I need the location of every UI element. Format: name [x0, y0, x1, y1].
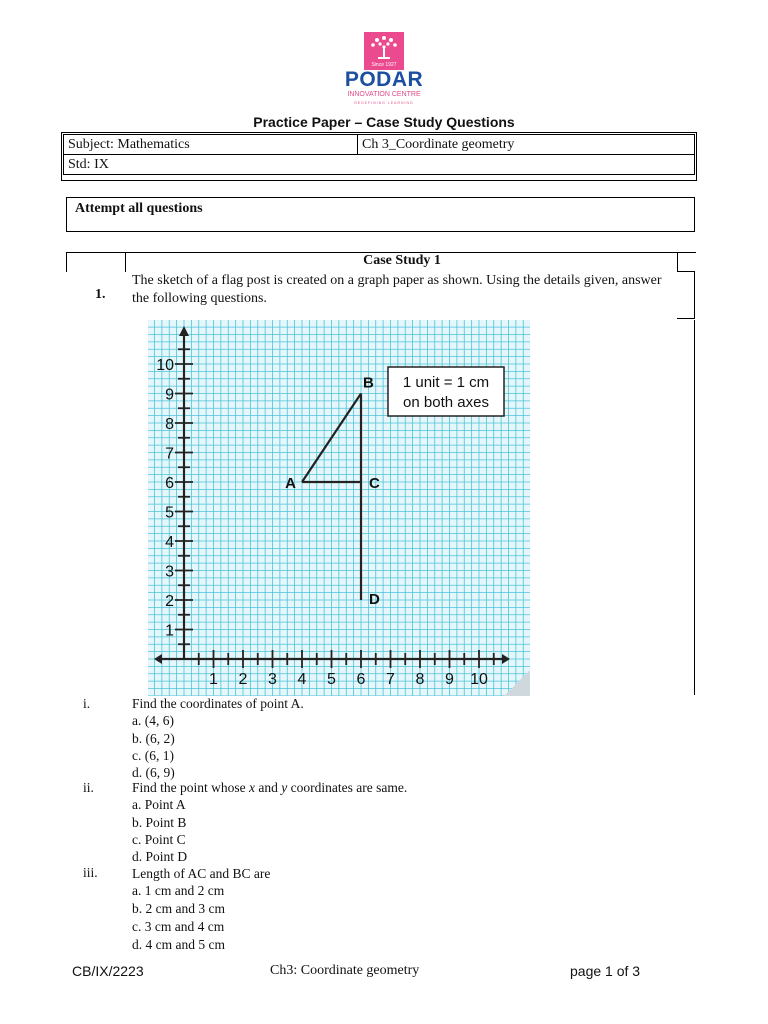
x-tick-label: 10	[470, 671, 488, 688]
footer-page: page 1 of 3	[570, 963, 641, 979]
x-tick-label: 7	[386, 671, 395, 688]
subject-cell: Subject: Mathematics	[64, 135, 358, 155]
q3-option-b: b. 2 cm and 3 cm	[132, 901, 225, 916]
q2-text-pre: Find the point whose	[132, 780, 249, 795]
q3-option-a: a. 1 cm and 2 cm	[132, 883, 225, 898]
x-tick-label: 4	[297, 671, 307, 688]
x-tick-label: 1	[209, 671, 218, 688]
y-tick-label: 4	[165, 534, 174, 551]
y-tick-label: 1	[165, 622, 174, 640]
y-tick-label: 7	[165, 445, 174, 463]
logo-tagline: REDEFINING LEARNING	[354, 101, 414, 105]
q2-text	[132, 780, 407, 796]
frame-right-edge	[694, 271, 695, 319]
q1-option-b: b. (6, 2)	[132, 731, 175, 746]
legend-line-2: on both axes	[403, 394, 489, 411]
q2-option-a: a. Point A	[132, 797, 186, 812]
q2-text-mid: and	[255, 780, 282, 795]
std-cell: Std: IX	[64, 155, 695, 175]
graph-legend	[388, 367, 504, 416]
x-tick-label: 5	[327, 671, 336, 688]
frame-right-edge-lower	[694, 320, 695, 695]
q1-option-d: d. (6, 9)	[132, 765, 175, 780]
q2-option-d: d. Point D	[132, 849, 188, 864]
logo-name: PODAR	[344, 68, 424, 91]
tree-icon	[364, 32, 404, 62]
logo-subtitle: INNOVATION CENTRE	[347, 91, 421, 98]
case-study-title: Case Study 1	[363, 253, 441, 268]
page-title: Practice Paper – Case Study Questions	[253, 114, 515, 130]
point-label-c: C	[369, 475, 380, 492]
point-label-a: A	[285, 475, 296, 492]
x-tick-label: 9	[445, 671, 454, 688]
case-study-text: The sketch of a flag post is created on a graph paper as shown. Using the details given, answer the following questions.	[132, 273, 662, 306]
q2-option-c: c. Point C	[132, 832, 186, 847]
frame-right-tick-1	[677, 271, 695, 272]
y-tick-label: 10	[156, 357, 174, 374]
y-tick-label: 6	[165, 475, 174, 492]
x-tick-label: 6	[356, 671, 366, 688]
flag-post-graph	[148, 320, 530, 701]
q1-option-a: a. (4, 6)	[132, 713, 174, 728]
x-tick-label: 2	[238, 671, 248, 688]
point-label-b: B	[363, 374, 374, 392]
chapter-cell: Ch 3_Coordinate geometry	[358, 135, 695, 155]
q2-option-b: b. Point B	[132, 815, 187, 830]
q3-text: Length of AC and BC are	[132, 866, 271, 881]
q1-label: i.	[83, 696, 91, 711]
q1-text: Find the coordinates of point A.	[132, 696, 304, 711]
q3-label: iii.	[83, 865, 98, 880]
instruction-box: Attempt all questions	[66, 197, 695, 232]
q1-option-c: c. (6, 1)	[132, 748, 174, 763]
x-tick-label: 8	[415, 671, 425, 688]
q2-text-post: coordinates are same.	[287, 780, 408, 795]
y-tick-label: 8	[165, 416, 174, 433]
footer-code: CB/IX/2223	[72, 963, 144, 979]
point-label-d: D	[369, 591, 380, 608]
frame-left-line	[66, 252, 67, 272]
question-number: 1.	[95, 287, 106, 302]
legend-line-1: 1 unit = 1 cm	[402, 374, 490, 391]
q2-text-x: x	[249, 780, 255, 795]
y-tick-label: 3	[165, 563, 174, 581]
q3-option-d: d. 4 cm and 5 cm	[132, 937, 225, 952]
y-tick-label: 9	[165, 386, 174, 404]
info-table	[63, 134, 695, 175]
y-tick-label: 5	[165, 504, 174, 522]
frame-right-tick-2	[677, 318, 695, 319]
y-tick-label: 2	[165, 593, 174, 610]
q2-text-y: y	[281, 780, 288, 795]
x-tick-label: 3	[268, 671, 277, 688]
q2-label: ii.	[83, 780, 94, 795]
footer-chapter: Ch3: Coordinate geometry	[270, 963, 420, 978]
logo-since: Since 1927	[371, 62, 397, 68]
graph-svg	[148, 320, 530, 696]
q3-option-c: c. 3 cm and 4 cm	[132, 919, 225, 934]
